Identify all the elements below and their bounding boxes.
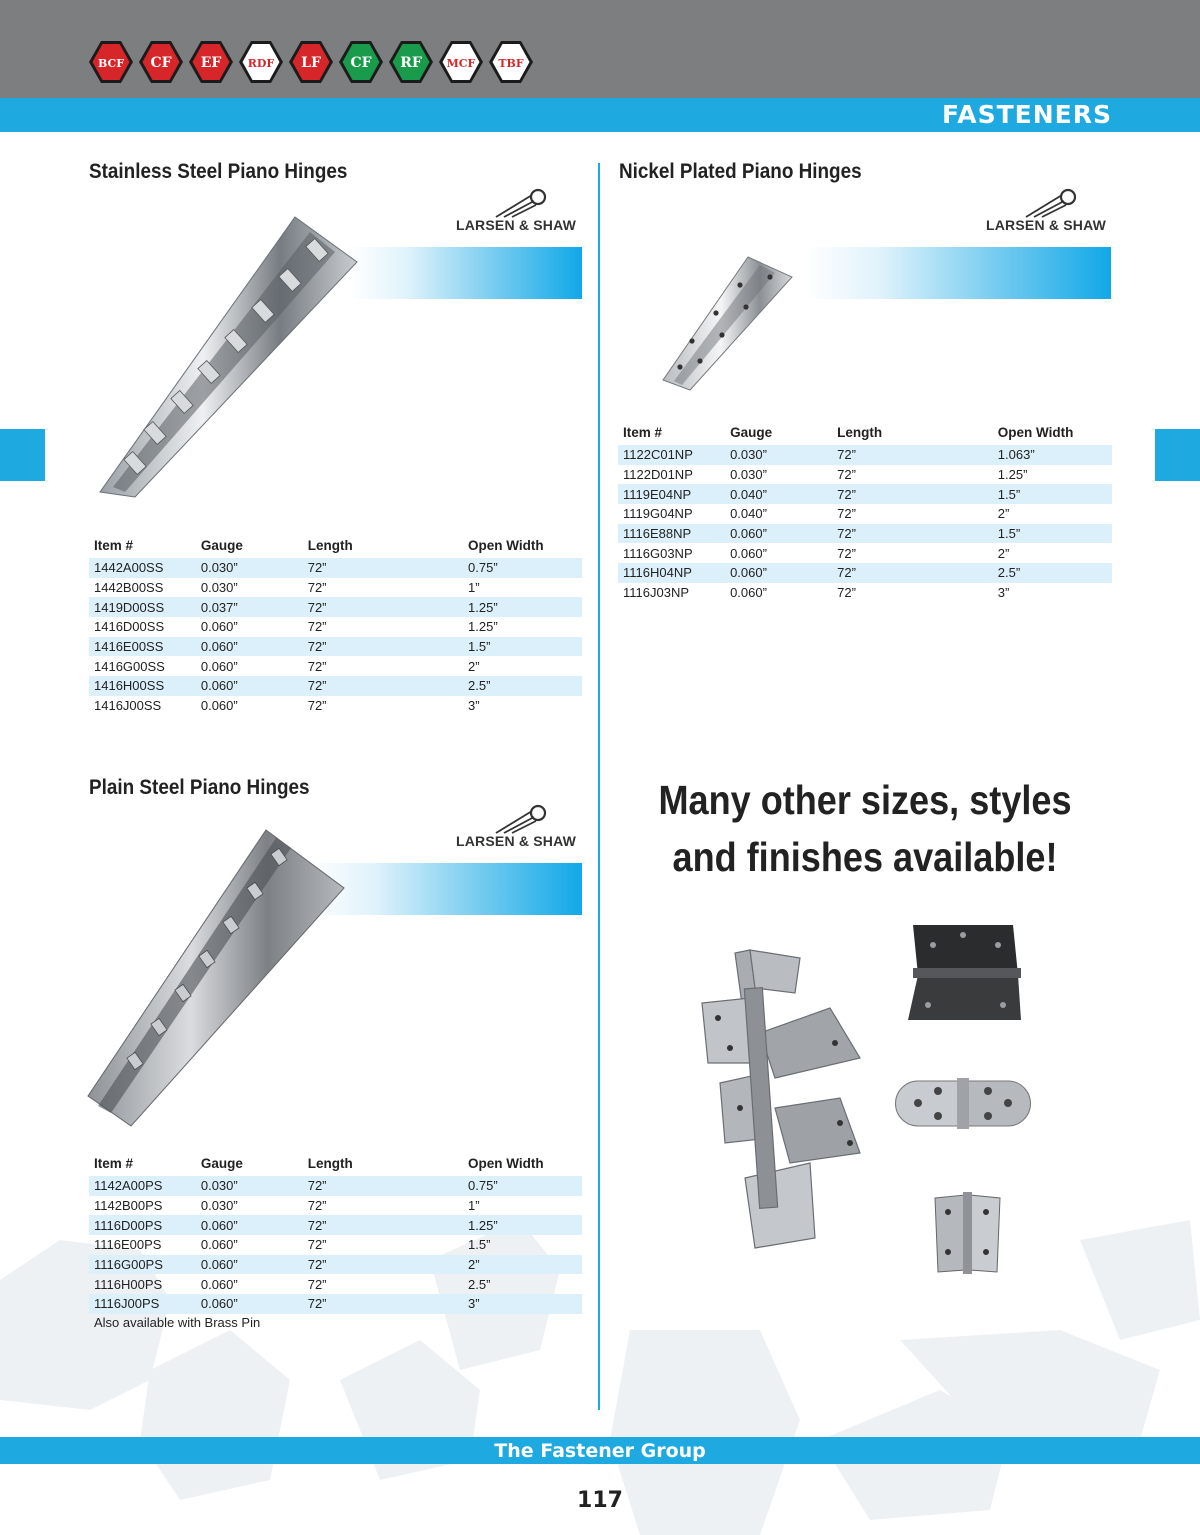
table-cell: 72” xyxy=(832,524,993,544)
nickel-brand-logo xyxy=(986,187,1116,237)
table-cell: 0.040” xyxy=(725,484,832,504)
stainless-spec-table xyxy=(89,537,582,716)
table-cell: 1.5” xyxy=(468,1237,491,1253)
table-cell: 72” xyxy=(832,445,993,465)
promo-line-1: Many other sizes, styles xyxy=(658,777,1072,823)
table-cell: 0.060” xyxy=(196,637,303,657)
larsen-shaw-swoosh-icon xyxy=(986,187,1116,219)
table-cell: 72” xyxy=(837,585,856,601)
brand-badge-label: LF xyxy=(301,55,321,71)
table-cell: 0.030” xyxy=(200,1198,238,1214)
table-cell: 1.063” xyxy=(993,445,1112,465)
table-row xyxy=(89,1294,582,1314)
table-cell: 1” xyxy=(468,580,480,596)
table-cell: 0.060” xyxy=(200,619,238,635)
brand-badge-label: CF xyxy=(350,55,372,71)
table-cell: 1442A00SS xyxy=(89,558,196,578)
table-cell: 1442B00SS xyxy=(94,580,164,596)
table-cell: 1.25” xyxy=(463,1215,582,1235)
table-cell: 0.060” xyxy=(725,563,832,583)
table-row xyxy=(89,558,582,578)
table-cell: 72” xyxy=(307,1198,327,1214)
table-cell: 1.25” xyxy=(468,619,498,635)
table-cell: 72” xyxy=(303,597,463,617)
table-header-row xyxy=(89,537,582,558)
oval-flag-hinge-image xyxy=(893,1076,1033,1131)
table-cell: 72” xyxy=(303,558,463,578)
brand-badge-icon xyxy=(88,40,134,84)
table-cell: 72” xyxy=(303,637,463,657)
table-cell: 0.040” xyxy=(730,506,767,522)
table-cell: 3” xyxy=(463,1294,582,1314)
table-row xyxy=(618,583,1112,603)
larsen-shaw-swoosh-icon xyxy=(456,803,586,835)
table-cell: 0.030” xyxy=(196,558,303,578)
column-header: Gauge xyxy=(200,1156,243,1171)
brand-badge-label: MCF xyxy=(446,57,476,70)
table-cell: 1116J03NP xyxy=(623,585,690,601)
table-row xyxy=(89,1215,582,1235)
column-header: Open Width xyxy=(468,1156,544,1171)
table-cell: 72” xyxy=(307,1237,327,1253)
plain-brand-name: LARSEN & SHAW xyxy=(456,833,577,849)
nickel-brand-name: LARSEN & SHAW xyxy=(986,217,1107,233)
brand-badge-label: RF xyxy=(400,55,422,71)
table-cell: 72” xyxy=(303,1294,463,1314)
table-cell: 0.030” xyxy=(196,1176,303,1196)
brand-badge-icon xyxy=(188,40,234,84)
table-row xyxy=(618,563,1112,583)
table-cell: 1416G00SS xyxy=(94,658,165,674)
table-cell: 2.5” xyxy=(993,563,1112,583)
table-cell: 0.060” xyxy=(196,1255,303,1275)
table-row xyxy=(89,597,582,617)
table-cell: 72” xyxy=(837,545,856,561)
page-number: 117 xyxy=(577,1488,623,1513)
table-cell: 72” xyxy=(837,467,856,483)
column-header: Item # xyxy=(94,538,134,553)
table-cell: 2.5” xyxy=(463,676,582,696)
table-row xyxy=(618,524,1112,544)
table-cell: 2” xyxy=(997,506,1010,522)
table-row xyxy=(89,1176,582,1196)
table-row xyxy=(618,504,1112,524)
nickel-spec-table xyxy=(618,424,1112,603)
table-row xyxy=(89,696,582,716)
column-header: Gauge xyxy=(730,425,773,440)
table-cell: 1122D01NP xyxy=(623,467,693,483)
black-corner-hinge-image xyxy=(903,920,1023,1025)
table-cell: 1.5” xyxy=(993,524,1112,544)
table-cell: 1.25” xyxy=(997,467,1028,483)
table-cell: 1119E04NP xyxy=(618,484,725,504)
table-cell: 0.75” xyxy=(463,558,582,578)
table-row xyxy=(618,543,1112,563)
table-cell: 2.5” xyxy=(468,1276,491,1292)
table-row xyxy=(89,578,582,598)
table-cell: 0.060” xyxy=(196,1215,303,1235)
table-cell: 3” xyxy=(997,585,1010,601)
promo-headline xyxy=(641,772,1090,886)
table-row xyxy=(89,656,582,676)
category-title: FASTENERS xyxy=(942,100,1112,129)
table-header-row xyxy=(89,1155,582,1176)
table-cell: 0.030” xyxy=(200,580,238,596)
multi-knuckle-hinge-image xyxy=(700,948,875,1253)
plain-brand-logo xyxy=(456,803,586,853)
table-cell: 0.030” xyxy=(730,467,767,483)
table-cell: 2” xyxy=(463,1255,582,1275)
table-cell: 0.75” xyxy=(463,1176,582,1196)
brand-badge-label: TBF xyxy=(498,57,524,70)
promo-line-2: and finishes available! xyxy=(672,834,1058,880)
table-cell: 72” xyxy=(303,1255,463,1275)
brand-logo-strip xyxy=(88,40,534,84)
footer-company-name: The Fastener Group xyxy=(494,1440,706,1462)
stainless-gradient-bar xyxy=(350,247,582,299)
table-cell: 1116G00PS xyxy=(89,1255,196,1275)
column-header: Length xyxy=(307,1156,353,1171)
table-cell: 72” xyxy=(837,506,856,522)
brand-badge-icon xyxy=(438,40,484,84)
table-cell: 1.5” xyxy=(463,637,582,657)
table-cell: 72” xyxy=(832,484,993,504)
table-cell: 0.060” xyxy=(200,1237,238,1253)
brass-pin-note: Also available with Brass Pin xyxy=(94,1315,261,1330)
table-cell: 1” xyxy=(468,1198,480,1214)
table-cell: 1416J00SS xyxy=(94,698,162,714)
table-cell: 0.037” xyxy=(196,597,303,617)
table-cell: 3” xyxy=(468,698,480,714)
brand-badge-label: BCF xyxy=(97,57,125,70)
nickel-piano-hinge-image xyxy=(660,255,795,395)
table-cell: 0.060” xyxy=(200,698,238,714)
table-cell: 1116E88NP xyxy=(618,524,725,544)
table-cell: 1116J00PS xyxy=(89,1294,196,1314)
table-cell: 72” xyxy=(303,1215,463,1235)
plain-gradient-bar xyxy=(307,863,582,915)
brand-badge-label: CF xyxy=(150,55,172,71)
brand-badge-icon xyxy=(288,40,334,84)
table-cell: 72” xyxy=(307,1276,327,1292)
column-header: Gauge xyxy=(200,538,243,553)
table-cell: 72” xyxy=(307,580,327,596)
table-cell: 72” xyxy=(307,619,327,635)
table-cell: 1416E00SS xyxy=(89,637,196,657)
column-header: Item # xyxy=(94,1156,134,1171)
brand-badge-icon xyxy=(138,40,184,84)
column-header: Open Width xyxy=(997,425,1074,440)
table-row xyxy=(618,484,1112,504)
table-row xyxy=(89,637,582,657)
table-cell: 1116H00PS xyxy=(94,1276,163,1292)
stainless-brand-logo xyxy=(456,187,586,237)
column-header: Length xyxy=(837,425,883,440)
table-row xyxy=(89,1235,582,1255)
table-cell: 1142A00PS xyxy=(89,1176,196,1196)
table-cell: 0.060” xyxy=(200,1276,238,1292)
table-cell: 72” xyxy=(307,698,327,714)
table-cell: 1142B00PS xyxy=(94,1198,163,1214)
nickel-gradient-bar xyxy=(805,247,1111,299)
column-header: Open Width xyxy=(468,538,544,553)
brand-badge-icon xyxy=(238,40,284,84)
brand-badge-icon xyxy=(338,40,384,84)
table-row xyxy=(618,465,1112,485)
table-cell: 1.5” xyxy=(993,484,1112,504)
stainless-brand-name: LARSEN & SHAW xyxy=(456,217,577,233)
nickel-section-title: Nickel Plated Piano Hinges xyxy=(619,160,862,183)
table-cell: 2” xyxy=(468,658,480,674)
table-row xyxy=(89,1274,582,1294)
table-cell: 0.060” xyxy=(196,676,303,696)
brand-badge-label: EF xyxy=(200,55,222,71)
table-row xyxy=(89,1196,582,1216)
brand-badge-icon xyxy=(488,40,534,84)
table-row xyxy=(89,617,582,637)
table-cell: 1119G04NP xyxy=(623,506,693,522)
table-cell: 0.060” xyxy=(196,1294,303,1314)
table-cell: 0.060” xyxy=(200,658,238,674)
side-tab-left xyxy=(0,429,45,481)
plain-spec-table xyxy=(89,1155,582,1314)
brand-badge-label: RDF xyxy=(247,57,275,70)
table-row xyxy=(618,445,1112,465)
table-cell: 2” xyxy=(997,545,1010,561)
plain-section-title: Plain Steel Piano Hinges xyxy=(89,776,310,799)
table-cell: 1416D00SS xyxy=(94,619,165,635)
table-cell: 1416H00SS xyxy=(89,676,196,696)
column-header: Length xyxy=(307,538,353,553)
butt-hinge-image xyxy=(930,1190,1005,1275)
table-cell: 1.25” xyxy=(463,597,582,617)
table-cell: 72” xyxy=(832,563,993,583)
larsen-shaw-swoosh-icon xyxy=(456,187,586,219)
stainless-piano-hinge-image xyxy=(95,212,360,502)
table-cell: 1122C01NP xyxy=(618,445,725,465)
table-cell: 72” xyxy=(303,676,463,696)
plain-piano-hinge-image xyxy=(86,828,346,1128)
table-cell: 0.030” xyxy=(725,445,832,465)
side-tab-right xyxy=(1155,429,1200,481)
table-cell: 72” xyxy=(303,1176,463,1196)
table-row xyxy=(89,1255,582,1275)
table-cell: 0.060” xyxy=(725,524,832,544)
table-cell: 1116H04NP xyxy=(618,563,725,583)
table-cell: 1116E00PS xyxy=(94,1237,162,1253)
table-cell: 1419D00SS xyxy=(89,597,196,617)
table-cell: 1116D00PS xyxy=(89,1215,196,1235)
table-cell: 1116G03NP xyxy=(623,545,693,561)
table-header-row xyxy=(618,424,1112,445)
table-cell: 72” xyxy=(307,658,327,674)
table-cell: 0.060” xyxy=(730,585,767,601)
table-cell: 0.060” xyxy=(730,545,767,561)
stainless-section-title: Stainless Steel Piano Hinges xyxy=(89,160,348,183)
brand-badge-icon xyxy=(388,40,434,84)
column-header: Item # xyxy=(623,425,663,440)
table-row xyxy=(89,676,582,696)
